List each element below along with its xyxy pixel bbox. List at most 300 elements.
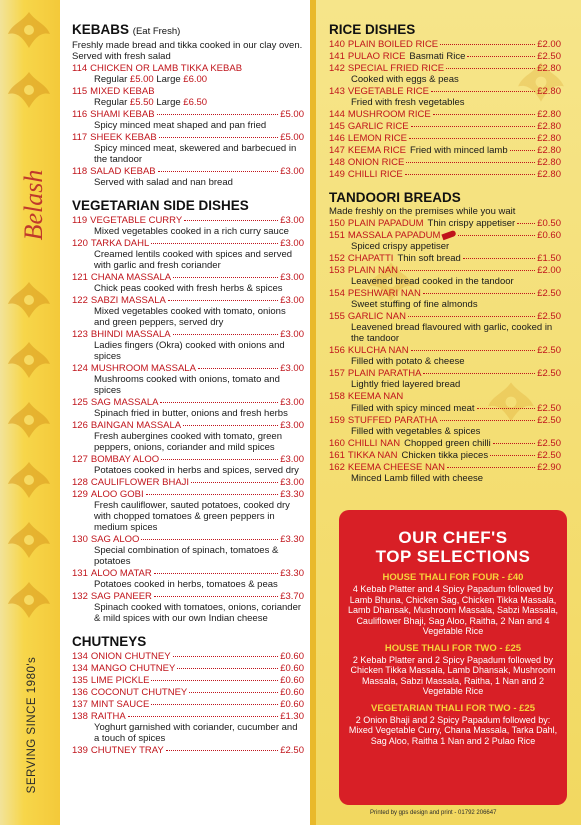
menu-item <box>72 397 304 408</box>
menu-item <box>329 218 561 229</box>
printer-credit: Printed by gps design and print - 01792 206647 <box>370 810 497 816</box>
item-name: ONION CHUTNEY <box>90 651 171 662</box>
item-number: 152 <box>329 253 345 264</box>
menu-item <box>72 663 304 674</box>
item-description: Leavened bread cooked in the tandoor <box>351 276 514 287</box>
thali-name: HOUSE THALI FOR TWO - £25 <box>384 642 522 654</box>
large-price: £6.00 <box>183 74 208 85</box>
dot-leader <box>184 220 278 221</box>
item-number: 150 <box>329 218 345 229</box>
ornament-icon <box>6 70 52 110</box>
dot-leader <box>154 596 278 597</box>
brand-logo <box>14 150 54 260</box>
menu-item <box>329 265 561 276</box>
dot-leader <box>440 44 535 45</box>
item-number: 132 <box>72 591 88 602</box>
size-prices <box>72 97 304 108</box>
menu-item <box>329 39 561 50</box>
dot-leader <box>128 716 279 717</box>
item-number: 134 <box>72 663 88 674</box>
item-price: £3.00 <box>280 272 304 283</box>
item-price: £3.00 <box>280 166 304 177</box>
item-price: £2.50 <box>280 745 304 756</box>
thali-name: HOUSE THALI FOR FOUR - £40 <box>382 572 524 583</box>
item-price: £0.60 <box>280 663 304 674</box>
item-description: Ladies fingers (Okra) cooked with onions and spices <box>94 340 285 362</box>
item-name: LIME PICKLE <box>90 675 150 686</box>
menu-item <box>329 288 561 299</box>
item-number: 161 <box>329 450 345 461</box>
item-name: ONION RICE <box>347 157 405 168</box>
dot-leader <box>173 656 279 657</box>
item-price: £2.80 <box>537 133 561 144</box>
item-price: £3.00 <box>280 454 304 465</box>
menu-item <box>329 121 561 132</box>
menu-item <box>72 651 304 662</box>
item-inline-note: Thin crispy appetiser <box>427 218 516 229</box>
item-name: PLAIN BOILED RICE <box>347 39 439 50</box>
item-price: £2.50 <box>537 438 561 449</box>
item-name: RAITHA <box>90 711 126 722</box>
regular-label: Regular <box>94 74 128 85</box>
item-number: 135 <box>72 675 88 686</box>
large-label: Large <box>156 97 181 108</box>
item-price: £2.50 <box>537 368 561 379</box>
item-number: 138 <box>72 711 88 722</box>
dot-leader <box>408 316 535 317</box>
menu-item <box>72 238 304 249</box>
dot-leader <box>493 443 535 444</box>
item-description: Fresh aubergines cooked with tomato, green peppers, onions, coriander and mild spices <box>94 431 282 453</box>
item-number: 145 <box>329 121 345 132</box>
ornament-icon <box>6 520 52 560</box>
item-name: KEEMA NAN <box>347 391 404 402</box>
item-description: Mixed vegetables cooked with tomato, onions and green peppers, served dry <box>94 306 286 328</box>
item-name: LEMON RICE <box>347 133 407 144</box>
item-price: £3.00 <box>280 363 304 374</box>
item-name: PLAIN PAPADUM <box>347 218 424 229</box>
menu-item <box>72 711 304 722</box>
item-name: SPECIAL FRIED RICE <box>347 63 445 74</box>
item-number: 151 <box>329 230 345 241</box>
regular-label: Regular <box>94 97 128 108</box>
dot-leader <box>447 467 535 468</box>
item-name: CHANA MASSALA <box>90 272 172 283</box>
item-price: £3.30 <box>280 489 304 500</box>
item-price: £2.80 <box>537 121 561 132</box>
ornament-icon <box>6 460 52 500</box>
item-price: £0.60 <box>280 651 304 662</box>
menu-item <box>329 169 561 180</box>
item-name: MANGO CHUTNEY <box>90 663 176 674</box>
item-number: 140 <box>329 39 345 50</box>
item-number: 154 <box>329 288 345 299</box>
item-name: TIKKA NAN <box>347 450 398 461</box>
item-number: 119 <box>72 215 88 226</box>
ornament-icon <box>6 280 52 320</box>
item-description: Spicy minced meat, skewered and barbecued in the tandoor <box>94 143 297 165</box>
item-number: 160 <box>329 438 345 449</box>
menu-item <box>72 363 304 374</box>
item-number: 121 <box>72 272 88 283</box>
item-price: £3.00 <box>280 238 304 249</box>
item-price: £0.50 <box>537 218 561 229</box>
item-description: Spinach fried in butter, onions and fresh herbs <box>94 408 288 419</box>
item-description: Special combination of spinach, tomatoes & potatoes <box>94 545 279 567</box>
dot-leader <box>423 373 535 374</box>
item-number: 137 <box>72 699 88 710</box>
item-name: SHAMI KEBAB <box>90 109 155 120</box>
item-number: 159 <box>329 415 345 426</box>
dot-leader <box>458 235 535 236</box>
chefs-title: OUR CHEF'S TOP SELECTIONS <box>375 528 531 566</box>
item-name: PLAIN NAN <box>347 265 399 276</box>
left-decorative-band <box>0 0 60 825</box>
item-price: £2.80 <box>537 63 561 74</box>
item-name: KULCHA NAN <box>347 345 409 356</box>
item-price: £3.00 <box>280 329 304 340</box>
menu-item <box>329 133 561 144</box>
dot-leader <box>161 459 278 460</box>
menu-item <box>72 489 304 500</box>
dot-leader <box>198 368 278 369</box>
item-price: £2.80 <box>537 169 561 180</box>
item-price: £3.00 <box>280 215 304 226</box>
menu-item <box>72 63 304 74</box>
item-number: 125 <box>72 397 88 408</box>
dot-leader <box>463 258 535 259</box>
item-number: 142 <box>329 63 345 74</box>
item-number: 134 <box>72 651 88 662</box>
menu-item <box>72 745 304 756</box>
item-name: STUFFED PARATHA <box>347 415 438 426</box>
menu-item <box>329 368 561 379</box>
item-number: 143 <box>329 86 345 97</box>
thali-description: 2 Kebab Platter and 2 Spicy Papadum followed by Chicken Tikka Massala, Lamb Dhansak, Mushroom Massala, Sabzi Massala, Raitha, 1 Nan and 2 Vegetable Rice <box>350 654 556 696</box>
dot-leader <box>151 243 278 244</box>
item-price: £3.00 <box>280 397 304 408</box>
item-price: £2.00 <box>537 265 561 276</box>
thali-list <box>339 572 567 746</box>
menu-item <box>72 295 304 306</box>
item-name: CHICKEN OR LAMB TIKKA KEBAB <box>90 63 243 74</box>
dot-leader <box>433 114 535 115</box>
item-price: £0.60 <box>280 675 304 686</box>
large-label: Large <box>156 74 181 85</box>
item-name: GARLIC RICE <box>347 121 409 132</box>
item-description: Minced Lamb filled with cheese <box>351 473 484 484</box>
item-name: VEGETABLE RICE <box>347 86 429 97</box>
item-number: 157 <box>329 368 345 379</box>
item-name: SHEEK KEBAB <box>90 132 157 143</box>
item-price: £5.00 <box>280 132 304 143</box>
item-description: Filled with vegetables & spices <box>351 426 481 437</box>
dot-leader <box>440 420 535 421</box>
item-name: SABZI MASSALA <box>90 295 166 306</box>
menu-item <box>72 420 304 431</box>
dot-leader <box>146 494 279 495</box>
item-number: 114 <box>72 63 88 74</box>
menu-item <box>329 391 561 402</box>
item-description: Spiced crispy appetiser <box>351 241 450 252</box>
item-description: Fresh cauliflower, sauted potatoes, cooked dry with chopped tomatoes & green peppers in medium spices <box>94 500 290 533</box>
item-number: 139 <box>72 745 88 756</box>
bread-list <box>329 218 561 484</box>
left-column <box>72 20 304 756</box>
item-price: £0.60 <box>537 230 561 241</box>
dot-leader <box>477 408 536 409</box>
item-number: 158 <box>329 391 345 402</box>
dot-leader <box>510 150 536 151</box>
chili-icon <box>442 230 457 240</box>
section-heading-chutneys: CHUTNEYS <box>72 634 147 649</box>
serving-since-text: SERVING SINCE 1980's <box>26 656 38 794</box>
item-name: SALAD KEBAB <box>90 166 156 177</box>
dot-leader <box>158 171 279 172</box>
menu-item <box>72 591 304 602</box>
item-number: 149 <box>329 169 345 180</box>
menu-item <box>329 345 561 356</box>
item-description: Filled with potato & cheese <box>351 356 465 367</box>
item-name: MUSHROOM RICE <box>347 109 431 120</box>
regular-price: £5.50 <box>129 97 154 108</box>
item-name: BAINGAN MASSALA <box>90 420 182 431</box>
item-number: 117 <box>72 132 88 143</box>
item-name: ALOO GOBI <box>90 489 144 500</box>
menu-item <box>72 534 304 545</box>
section-heading-vegetarian: VEGETARIAN SIDE DISHES <box>72 198 249 213</box>
dot-leader <box>154 573 278 574</box>
item-name: VEGETABLE CURRY <box>90 215 183 226</box>
item-description: Filled with spicy minced meat <box>351 403 475 414</box>
item-description: Chick peas cooked with fresh herbs & spices <box>94 283 283 294</box>
dot-leader <box>411 350 536 351</box>
menu-item <box>329 253 561 264</box>
item-number: 144 <box>329 109 345 120</box>
item-description: Potatoes cooked in herbs, tomatoes & peas <box>94 579 278 590</box>
chefs-selections-box <box>339 510 567 805</box>
item-description: Yoghurt garnished with coriander, cucumber and a touch of spices <box>94 722 298 744</box>
brand-name: Belash <box>19 169 48 241</box>
item-number: 123 <box>72 329 88 340</box>
menu-item <box>329 86 561 97</box>
menu-item <box>329 438 561 449</box>
item-price: £2.90 <box>537 462 561 473</box>
item-name: KEEMA RICE <box>347 145 406 156</box>
ornament-icon <box>6 400 52 440</box>
dot-leader <box>141 539 278 540</box>
menu-item <box>329 145 561 156</box>
item-name: GARLIC NAN <box>347 311 406 322</box>
dot-leader <box>189 692 278 693</box>
item-name: CAULIFLOWER BHAJI <box>90 477 190 488</box>
item-number: 141 <box>329 51 345 62</box>
chutney-list <box>72 651 304 756</box>
dot-leader <box>168 300 278 301</box>
item-description: Lightly fried layered bread <box>351 379 461 390</box>
item-price: £1.30 <box>280 711 304 722</box>
item-name: PLAIN PARATHA <box>347 368 422 379</box>
item-price: £2.80 <box>537 109 561 120</box>
dot-leader <box>517 223 535 224</box>
item-name: KEEMA CHEESE NAN <box>347 462 445 473</box>
item-name: ALOO MATAR <box>90 568 152 579</box>
menu-item <box>72 675 304 686</box>
item-description: Spinach cooked with tomatoes, onions, coriander & mild spices with our own Indian cheese <box>94 602 302 624</box>
regular-price: £5.00 <box>129 74 154 85</box>
vegetarian-list <box>72 215 304 624</box>
dot-leader <box>166 750 279 751</box>
item-price: £3.00 <box>280 420 304 431</box>
item-number: 120 <box>72 238 88 249</box>
item-number: 118 <box>72 166 88 177</box>
menu-item <box>72 329 304 340</box>
right-column <box>329 20 561 484</box>
dot-leader <box>423 293 535 294</box>
menu-item <box>72 687 304 698</box>
item-name: BHINDI MASSALA <box>90 329 171 340</box>
dot-leader <box>405 174 535 175</box>
ornament-icon <box>6 10 52 50</box>
item-price: £5.00 <box>280 109 304 120</box>
dot-leader <box>173 277 278 278</box>
menu-item <box>72 215 304 226</box>
item-number: 116 <box>72 109 88 120</box>
dot-leader <box>406 162 535 163</box>
dot-leader <box>409 138 535 139</box>
dot-leader <box>173 334 279 335</box>
item-name: BOMBAY ALOO <box>90 454 160 465</box>
item-description: Fried with fresh vegetables <box>351 97 465 108</box>
item-number: 124 <box>72 363 88 374</box>
rice-list <box>329 39 561 180</box>
dot-leader <box>151 704 278 705</box>
kebabs-subheading: (Eat Fresh) <box>132 26 181 37</box>
item-name: SAG PANEER <box>90 591 152 602</box>
dot-leader <box>191 482 278 483</box>
item-inline-note: Chopped green chilli <box>404 438 491 449</box>
serving-since-banner <box>22 640 42 810</box>
item-description: Served with salad and nan bread <box>94 177 233 188</box>
thali-description: 4 Kebab Platter and 4 Spicy Papadum followed by Lamb Bhuna, Chicken Sag, Chicken Tikka Massala, Lamb Dhansak, Mushroom Massala, Sabzi Massala, Cauliflower Bhaji, Sag Aloo, Raitha, 2 Nan and 4 Vegetable Rice <box>347 584 559 636</box>
item-name: CHILLI NAN <box>347 438 401 449</box>
item-description: Leavened bread flavoured with garlic, cooked in the tandoor <box>351 322 553 344</box>
item-price: £1.50 <box>537 253 561 264</box>
item-name: COCONUT CHUTNEY <box>90 687 188 698</box>
item-price: £3.00 <box>280 295 304 306</box>
dot-leader <box>157 114 279 115</box>
dot-leader <box>490 455 535 456</box>
kebabs-intro: Freshly made bread and tikka cooked in our clay oven. Served with fresh salad <box>72 40 303 62</box>
item-price: £2.80 <box>537 157 561 168</box>
item-name: TARKA DAHL <box>90 238 150 249</box>
item-price: £0.60 <box>280 699 304 710</box>
item-name: SAG MASSALA <box>90 397 159 408</box>
item-number: 155 <box>329 311 345 322</box>
dot-leader <box>183 425 278 426</box>
item-description: Creamed lentils cooked with spices and served with garlic and fresh coriander <box>94 249 293 271</box>
item-number: 131 <box>72 568 88 579</box>
item-description: Potatoes cooked in herbs and spices, served dry <box>94 465 299 476</box>
item-description: Cooked with eggs & peas <box>351 74 459 85</box>
item-price: £3.30 <box>280 568 304 579</box>
item-price: £3.00 <box>280 477 304 488</box>
menu-item <box>329 63 561 74</box>
dot-leader <box>400 270 535 271</box>
menu-item <box>72 166 304 177</box>
dot-leader <box>160 402 278 403</box>
item-number: 130 <box>72 534 88 545</box>
item-price: £2.50 <box>537 288 561 299</box>
item-number: 136 <box>72 687 88 698</box>
item-number: 162 <box>329 462 345 473</box>
item-number: 146 <box>329 133 345 144</box>
item-inline-note: Chicken tikka pieces <box>401 450 489 461</box>
section-heading-breads: TANDOORI BREADS <box>329 190 461 205</box>
menu-item <box>329 157 561 168</box>
menu-item <box>329 230 561 241</box>
dot-leader <box>467 56 535 57</box>
kebab-list <box>72 63 304 188</box>
item-inline-note: Fried with minced lamb <box>409 145 508 156</box>
item-name: MINT SAUCE <box>90 699 150 710</box>
dot-leader <box>431 91 535 92</box>
item-description: Spicy minced meat shaped and pan fried <box>94 120 267 131</box>
large-price: £6.50 <box>183 97 208 108</box>
item-name: MUSHROOM MASSALA <box>90 363 196 374</box>
item-price: £2.50 <box>537 415 561 426</box>
item-name: MIXED KEBAB <box>90 86 155 97</box>
item-name: CHAPATTI <box>347 253 394 264</box>
menu-item <box>72 272 304 283</box>
item-number: 153 <box>329 265 345 276</box>
item-price: £2.50 <box>537 311 561 322</box>
item-description-row <box>329 403 561 414</box>
dot-leader <box>411 126 536 127</box>
item-inline-note: Thin soft bread <box>397 253 461 264</box>
item-price: £3.30 <box>280 534 304 545</box>
item-number: 147 <box>329 145 345 156</box>
item-number: 126 <box>72 420 88 431</box>
menu-item <box>329 415 561 426</box>
item-name: MASSALA PAPADUM <box>347 230 441 241</box>
menu-item <box>329 311 561 322</box>
item-price: £2.50 <box>537 403 561 414</box>
ornament-icon <box>6 340 52 380</box>
thali-description: 2 Onion Bhaji and 2 Spicy Papadum followed by: Mixed Vegetable Curry, Chana Massala, Tarka Dahl, Sag Aloo, Raitha 1 Nan and 2 Pulao Rice <box>348 714 558 746</box>
menu-item <box>329 450 561 461</box>
item-price: £0.60 <box>280 687 304 698</box>
item-price: £3.70 <box>280 591 304 602</box>
item-number: 148 <box>329 157 345 168</box>
item-price: £2.80 <box>537 86 561 97</box>
item-number: 127 <box>72 454 88 465</box>
item-name: CHILLI RICE <box>347 169 403 180</box>
item-inline-note: Basmati Rice <box>409 51 466 62</box>
thali-name: VEGETARIAN THALI FOR TWO - £25 <box>371 702 535 714</box>
item-name: CHUTNEY TRAY <box>90 745 164 756</box>
item-number: 122 <box>72 295 88 306</box>
menu-item <box>72 568 304 579</box>
menu-item <box>72 477 304 488</box>
menu-item <box>329 462 561 473</box>
item-description: Sweet stuffing of fine almonds <box>351 299 478 310</box>
menu-item <box>72 86 304 97</box>
item-number: 115 <box>72 86 88 97</box>
item-price: £2.50 <box>537 450 561 461</box>
item-description: Mushrooms cooked with onions, tomato and spices <box>94 374 280 396</box>
breads-intro: Made freshly on the premises while you wait <box>329 206 516 217</box>
